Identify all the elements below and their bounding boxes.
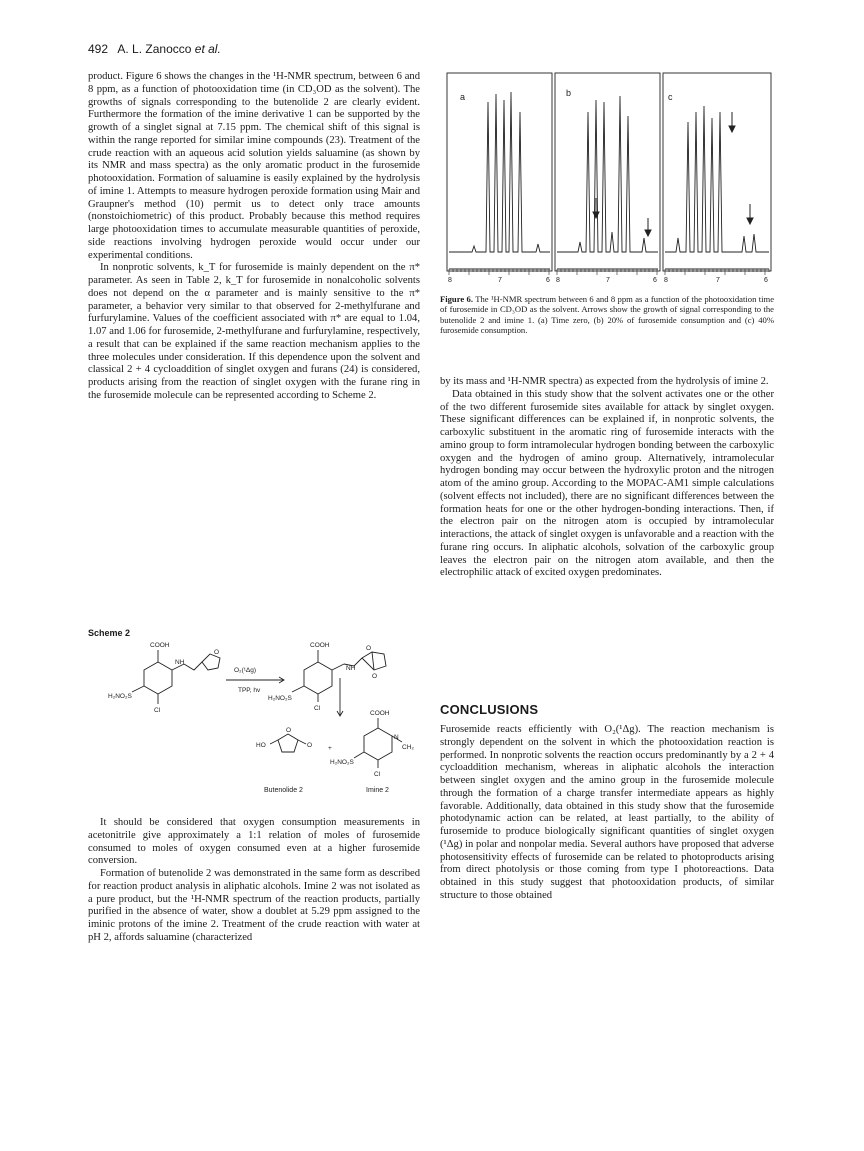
tick-label-a-6: 6	[546, 277, 550, 284]
left-paragraph-1: product. Figure 6 shows the changes in the ¹H-NMR spectrum, between 6 and 8 ppm, as a function of photooxidation time (in CD₃OD as the solvent). The growths of signals corresponding to the butenolide 2 are clearly evident. Furthermore the formation of the imine derivative 1 can be supported by the growth of a singlet signal at 7.15 ppm. The chemical shift of this signal is within the range reported for similar imine compounds (23). Treatment of the crude reaction with an aqueous acid solution yields saluamine (as shown by its NMR and mass spectra) as the only aromatic product in the furosemide photooxidation. Formation of saluamine is easily explained by the hydrolysis of imine 1. Attempts to measure hydrogen peroxide formation using Mair and Graupner's method (10) permit us to detect only trace amounts (nonstoichiometric) of this product. Probably because this method requires large photooxidation times to accumulate measurable quantities of peroxide, side reactions involving hydrogen peroxide would occur under our experimental conditions.	[88, 71, 420, 261]
butenolide-label: Butenolide 2	[264, 787, 303, 794]
right-column-upper	[440, 376, 774, 580]
axis-ticks	[449, 269, 769, 275]
imine-label: Imine 2	[366, 787, 389, 794]
spectrum-a	[449, 92, 550, 252]
tick-label-b-8: 8	[556, 277, 560, 284]
reagent-top: O₂(¹Δg)	[234, 667, 257, 674]
conclusions-heading: CONCLUSIONS	[440, 702, 539, 717]
right-paragraph-2: Data obtained in this study show that the solvent activates one or the other of the two different furosemide sites available for attack by singlet oxygen. These significant differences can be explained if, in nonprotic solvents, the carboxylic substituent in the aromatic ring of furosemide interacts with the amino group to form intramolecular hydrogen bonding between the carboxylic oxygen and the hydrogen of amino group. Alternatively, intramolecular hydrogen bonding may occur between the hydroxylic proton and the nitrogen atom of the amino group. According to the MOPAC-AM1 simple calculations (solvent effects not included), there are no significant differences between the formation heats for one or the other hydrogen-bonding interactions. Then, if the electron pair on the nitrogen atom is occupied by intramolecular interactions, the attack of singlet oxygen is unfavorable and a reaction with the furane ring occurs. In aliphatic alcohols, solvation of the carboxylic group leaves the electron pair on the nitrogen atom available, and then the electrophilic attack of excited oxygen predominates.	[440, 388, 774, 579]
chem-o-1: O	[214, 649, 220, 656]
chem-o-4: O	[286, 727, 292, 734]
chem-o-3: O	[372, 673, 378, 680]
benzene-ring-imine	[364, 728, 392, 760]
left-paragraph-4: Formation of butenolide 2 was demonstrated in the same form as described for reaction product analysis in aliphatic alcohols. Imine 2 was not isolated as a pure product, but the ¹H-NMR spectrum of the reaction products, partially purified in the absence of water, show a doublet at 5.29 ppm assigned to the iminic protons of the imine 2. Treatment of the crude reaction with water at pH 2, affords saluamine (characterized	[88, 868, 420, 943]
chem-ch2: CH₂	[402, 744, 414, 751]
scheme-2-diagram	[88, 640, 420, 815]
panel-label-b: b	[566, 88, 572, 98]
tick-label-a-7: 7	[498, 277, 502, 284]
panel-label-a: a	[460, 92, 466, 102]
chem-cl-3: Cl	[374, 771, 381, 778]
header-etal: et al.	[194, 42, 221, 56]
chem-nh-2: NH	[346, 665, 356, 672]
left-column-upper	[88, 71, 420, 403]
benzene-ring-intermediate	[304, 662, 332, 694]
panel-a-frame	[447, 73, 552, 271]
chem-o-5: O	[307, 742, 313, 749]
panel-label-c: c	[668, 92, 673, 102]
chem-ho: HO	[256, 742, 266, 749]
figure-6-caption-text: The ¹H-NMR spectrum between 6 and 8 ppm as a function of the photooxidation time of furosemide in CD₃OD as the solvent. Arrows show the growth of signal corresponding to the butenolide 2 and imine 1. (a) Time zero, (b) 20% of furosemide consumption and (c) 40% furosemide consumption.	[440, 294, 775, 336]
tick-label-b-6: 6	[653, 277, 657, 284]
benzene-ring-furosemide	[144, 662, 172, 694]
chem-cooh-1: COOH	[150, 642, 170, 649]
tick-label-c-8: 8	[664, 277, 668, 284]
chem-h2no2s-2: H₂NO₂S	[268, 695, 292, 702]
chem-cooh-2: COOH	[310, 642, 330, 649]
chem-h2no2s-3: H₂NO₂S	[330, 759, 354, 766]
page-number: 492	[88, 42, 109, 56]
chem-nh-1: NH	[175, 659, 185, 666]
tick-label-c-7: 7	[716, 277, 720, 284]
tick-label-c-6: 6	[764, 277, 768, 284]
right-paragraph-1: by its mass and ¹H-NMR spectra) as expected from the hydrolysis of imine 2.	[440, 376, 769, 387]
figure-6-caption-label: Figure 6.	[440, 294, 474, 304]
chem-cl-1: Cl	[154, 707, 161, 714]
butenolide-ring	[278, 734, 298, 752]
chem-cooh-3: COOH	[370, 710, 390, 717]
spectrum-b	[557, 96, 658, 252]
right-paragraph-3: Furosemide reacts efficiently with O₂(¹Δg). The reaction mechanism is strongly dependent on the solvent in which the photooxidation reaction is performed. In nonprotic solvents the reaction occurs predominantly by a 2 + 4 cycloaddition mechanism, whereas in aliphatic alcohols the interaction between singlet oxygen and the amino group in the furosemide molecule through the formation of a charge transfer intermediate appears as highly favorable. Additionally, data obtained in this study show that the furosemide photodynamic action can be related, at least partially, to the ability of furosemide to produce biologically significant quantities of singlet oxygen (¹Δg) in polar and nonpolar media. Several authors have proposed that adverse photosensitivity effects of furosemide can be related to photoproducts arising from direct photolysis or those coming from type I photoreactions. Data obtained in this study suggest that photooxidation products, of similar structure to those obtained	[440, 724, 774, 901]
chem-cl-2: Cl	[314, 705, 321, 712]
left-paragraph-3: It should be considered that oxygen consumption measurements in acetonitrile give approximately a 1:1 relation of moles of furosemide consumed to moles of oxygen consumed even at a higher furosemide conversion.	[88, 817, 420, 867]
header-author: A. L. Zanocco	[117, 42, 192, 56]
scheme-label: Scheme 2	[88, 628, 131, 638]
tick-label-a-8: 8	[448, 277, 452, 284]
furan-ring	[202, 654, 220, 670]
right-column-lower	[440, 724, 774, 903]
spectrum-c	[665, 106, 769, 252]
figure-6-nmr-spectra	[446, 72, 774, 288]
tick-label-b-7: 7	[606, 277, 610, 284]
chem-n: N	[394, 734, 399, 741]
chem-h2no2s-1: H₂NO₂S	[108, 693, 132, 700]
left-paragraph-2: In nonprotic solvents, k_T for furosemide is mainly dependent on the π* parameter. As seen in Table 2, k_T for furosemide in nonalcoholic solvents does not depend on the α parameter and is mainly sensitive to the π* parameter, a behavior very similar to that observed for 2-methylfurane and furfurylamine. Values of the coefficient associated with π* are equal to 1.04, 1.07 and 1.06 for furosemide, 2-methylfurane and furfurylamine, respectively, a result that can be explained if the same reaction mechanism applies to the three molecules under consideration. If this dependence upon the solvent and classical 2 + 4 cycloaddition of singlet oxygen and furans (24) is considered, products arising from the reaction of singlet oxygen with the furane ring in the furosemide molecule can be represented according to Scheme 2.	[88, 262, 420, 401]
figure-6-caption	[440, 294, 774, 336]
running-header	[88, 42, 221, 56]
chem-plus: +	[328, 745, 332, 752]
chem-o-2: O	[366, 645, 372, 652]
left-column-lower	[88, 817, 420, 945]
reagent-bottom: TPP, hv	[238, 687, 261, 694]
